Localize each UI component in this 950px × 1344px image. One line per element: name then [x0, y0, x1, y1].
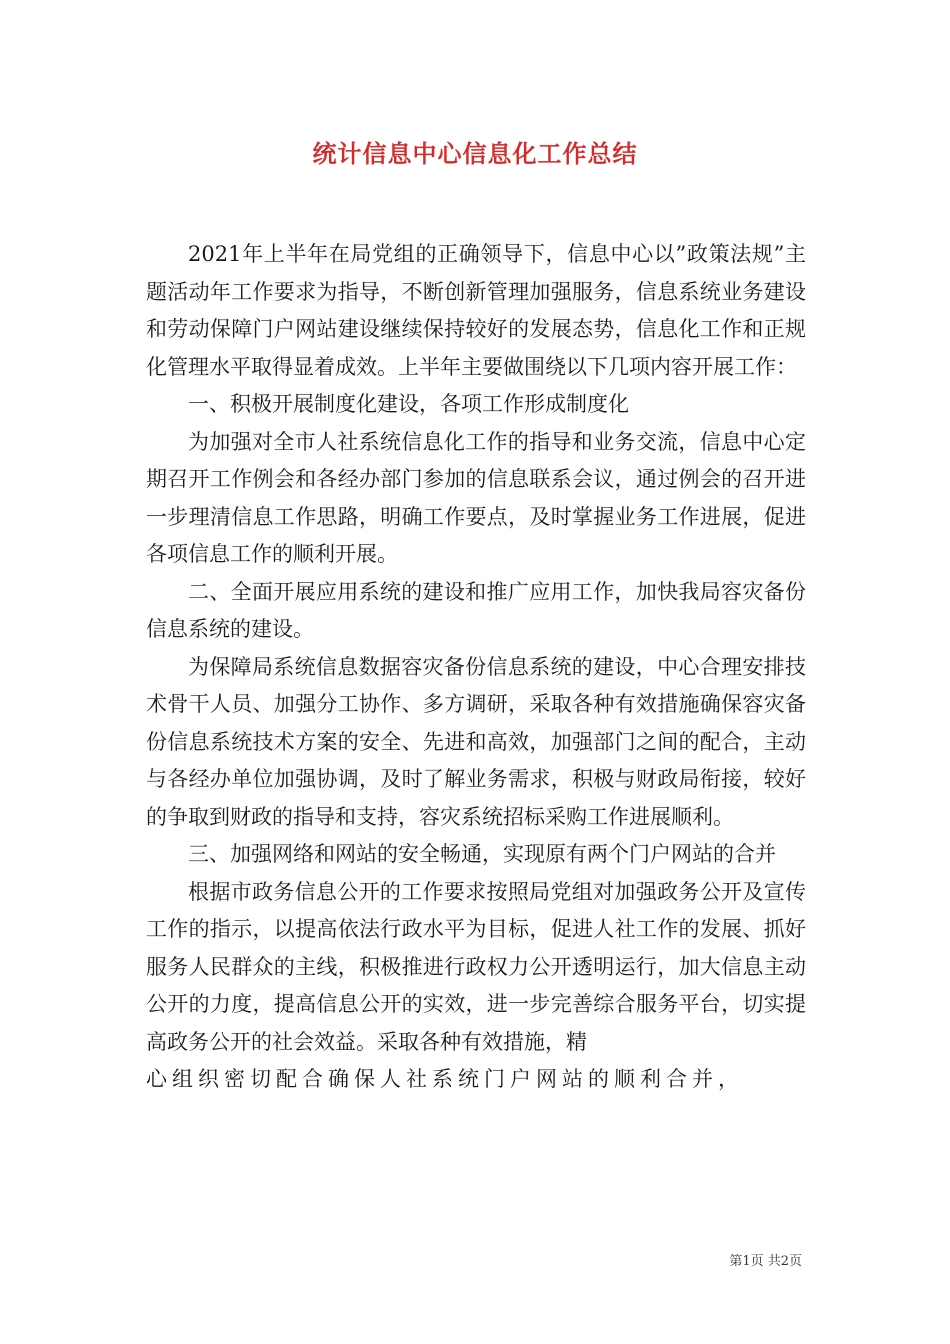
- section-paragraph-2: 为保障局系统信息数据容灾备份信息系统的建设，中心合理安排技术骨干人员、加强分工协作、多方调研，采取各种有效措施确保容灾备份信息系统技术方案的安全、先进和高效，加强部门之间的配合，主动与各经办单位加强协调，及时了解业务需求，积极与财政局衔接，较好的争取到财政的指导和支持，容灾系统招标采购工作进展顺利。: [146, 654, 806, 829]
- intro-paragraph: 2021年上半年在局党组的正确领导下，信息中心以”政策法规”主题活动年工作要求为指导，不断创新管理加强服务，信息系统业务建设和劳动保障门户网站建设继续保持较好的发展态势，信息化工作和正规化管理水平取得显着成效。上半年主要做围绕以下几项内容开展工作：: [146, 242, 806, 379]
- document-body: [146, 236, 806, 1099]
- page-number: 第1页 共2页: [729, 1254, 802, 1269]
- section-paragraph-3: 根据市政务信息公开的工作要求按照局党组对加强政务公开及宣传工作的指示，以提高依法行政水平为目标，促进人社工作的发展、抓好服务人民群众的主线，积极推进行政权力公开透明运行，加大信息主动公开的力度，提高信息公开的实效，进一步完善综合服务平台，切实提高政务公开的社会效益。采取各种有效措施，精: [146, 879, 806, 1054]
- section-paragraph-3-continued: 心组织密切配合确保人社系统门户网站的顺利合并，: [146, 1067, 744, 1091]
- section-heading-2: 二、全面开展应用系统的建设和推广应用工作，加快我局容灾备份信息系统的建设。: [146, 579, 806, 641]
- section-heading-3: 三、加强网络和网站的安全畅通，实现原有两个门户网站的合并: [188, 842, 776, 866]
- section-heading-1: 一、积极开展制度化建设，各项工作形成制度化: [188, 392, 629, 416]
- section-paragraph-1: 为加强对全市人社系统信息化工作的指导和业务交流，信息中心定期召开工作例会和各经办部门参加的信息联系会议，通过例会的召开进一步理清信息工作思路，明确工作要点，及时掌握业务工作进展，促进各项信息工作的顺利开展。: [146, 429, 806, 566]
- document-title: 统计信息中心信息化工作总结: [312, 140, 638, 168]
